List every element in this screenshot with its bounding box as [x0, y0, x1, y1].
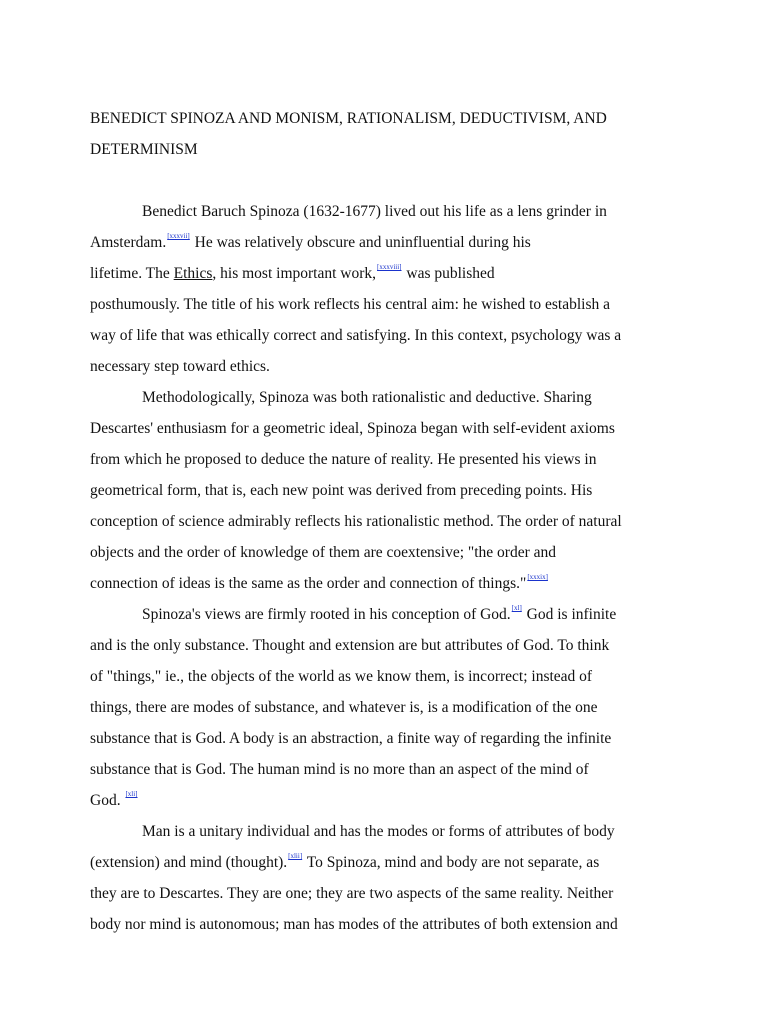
text-line: from which he proposed to deduce the nature of reality. He presented his views in — [90, 451, 597, 468]
document-body — [90, 196, 680, 940]
footnote-link-xxxix[interactable]: [xxxix] — [527, 573, 548, 581]
text-line — [90, 599, 680, 630]
text-line: of "things," ie., the objects of the world as we know them, is incorrect; instead of — [90, 668, 593, 685]
text-line: geometrical form, that is, each new point was derived from preceding points. His — [90, 482, 593, 499]
ethics-title: Ethics — [173, 265, 213, 282]
text-line: body nor mind is autonomous; man has modes of the attributes of both extension and — [90, 916, 618, 933]
document-title — [90, 103, 690, 165]
footnote-link-xli[interactable]: [xli] — [125, 790, 138, 798]
footnote-link-xl[interactable]: [xl] — [511, 604, 522, 612]
text-line — [90, 258, 680, 289]
text-span: , his most important work, — [212, 265, 377, 282]
text-span: God is infinite — [522, 606, 617, 623]
text-line — [90, 568, 680, 599]
text-line: necessary step toward ethics. — [90, 358, 270, 375]
text-span: (extension) and mind (thought). — [90, 854, 288, 871]
text-line: things, there are modes of substance, and whatever is, is a modification of the one — [90, 699, 598, 716]
text-line: conception of science admirably reflects his rationalistic method. The order of natural — [90, 513, 622, 530]
text-line: substance that is God. A body is an abstraction, a finite way of regarding the infinite — [90, 730, 612, 747]
text-line: Methodologically, Spinoza was both rationalistic and deductive. Sharing — [142, 389, 592, 406]
text-span: lifetime. The — [90, 265, 174, 282]
text-span: was published — [402, 265, 495, 282]
text-line: they are to Descartes. They are one; they are two aspects of the same reality. Neither — [90, 885, 614, 902]
text-line — [90, 227, 680, 258]
footnote-link-xlii[interactable]: [xlii] — [288, 852, 303, 860]
text-line: and is the only substance. Thought and extension are but attributes of God. To think — [90, 637, 610, 654]
title-line-1: BENEDICT SPINOZA AND MONISM, RATIONALISM, DEDUCTIVISM, AND — [90, 110, 607, 127]
text-span: Spinoza's views are firmly rooted in his conception of God. — [142, 606, 511, 623]
text-line: Descartes' enthusiasm for a geometric ideal, Spinoza began with self-evident axioms — [90, 420, 615, 437]
text-line — [90, 847, 680, 878]
text-line: objects and the order of knowledge of them are coextensive; "the order and — [90, 544, 556, 561]
text-span: connection of ideas is the same as the order and connection of things." — [90, 575, 527, 592]
paragraph-1 — [90, 196, 680, 382]
paragraph-2 — [90, 382, 680, 599]
footnote-link-xxxviii[interactable]: [xxxviii] — [377, 263, 402, 271]
text-line: way of life that was ethically correct and satisfying. In this context, psychology was a — [90, 327, 622, 344]
text-line: Man is a unitary individual and has the modes or forms of attributes of body — [142, 823, 615, 840]
text-line: Benedict Baruch Spinoza (1632-1677) lived out his life as a lens grinder in — [142, 203, 607, 220]
paragraph-4 — [90, 816, 680, 940]
text-line: substance that is God. The human mind is no more than an aspect of the mind of — [90, 761, 589, 778]
title-line-2: DETERMINISM — [90, 141, 198, 158]
text-span: To Spinoza, mind and body are not separate, as — [303, 854, 600, 871]
footnote-link-xxxvii[interactable]: [xxxvii] — [167, 232, 190, 240]
text-span: Amsterdam. — [90, 234, 167, 251]
text-span: He was relatively obscure and uninfluential during his — [190, 234, 531, 251]
text-span: God. — [90, 792, 125, 809]
text-line — [90, 785, 680, 816]
paragraph-3 — [90, 599, 680, 816]
text-line: posthumously. The title of his work reflects his central aim: he wished to establish a — [90, 296, 611, 313]
